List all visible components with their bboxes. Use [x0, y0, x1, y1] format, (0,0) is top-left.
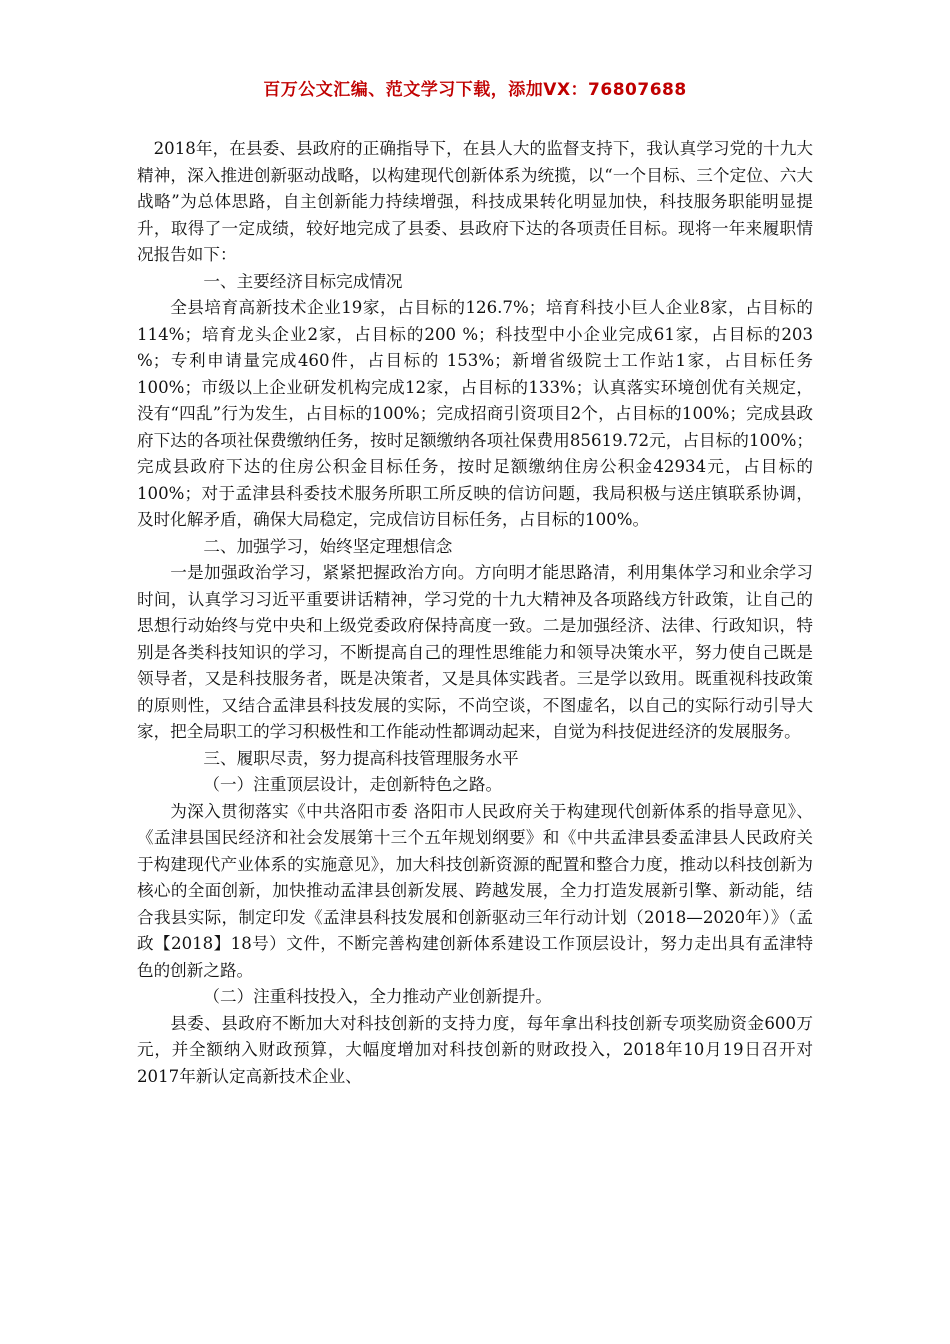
intro-paragraph: 2018年，在县委、县政府的正确指导下，在县人大的监督支持下，我认真学习党的十九大精神，深入推进创新驱动战略，以构建现代创新体系为统揽，以“一个目标、三个定位、六大战略”为总体思路，自主创新能力持续增强，科技成果转化明显加快，科技服务职能明显提升，取得了一定成绩，较好地完成了县委、县政府下达的各项责任目标。现将一年来履职情况报告如下： [137, 139, 813, 264]
section-heading-1: 一、主要经济目标完成情况 [203, 271, 403, 291]
promo-banner: 百万公文汇编、范文学习下载，添加VX：76807688 [263, 80, 687, 100]
paragraph-economic-targets: 全县培育高新技术企业19家，占目标的126.7%；培育科技小巨人企业8家，占目标的114%；培育龙头企业2家，占目标的200 %；科技型中小企业完成61家，占目标的203 %；专利申请量完成460件，占目标的 153%；新增省级院士工作站1家，占目标任务100%；市级以上企业研发机构完成12家，占目标的133%；认真落实环境创优有关规定，没有“四乱”行为发生，占目标的100%；完成招商引资项目2个，占目标的100%；完成县政府下达的各项社保费缴纳任务，按时足额缴纳各项社保费用85619.72元，占目标的100%；完成县政府下达的住房公积金目标任务，按时足额缴纳住房公积金42934元，占目标的100%；对于孟津县科委技术服务所职工所反映的信访问题，我局积极与送庄镇联系协调，及时化解矛盾，确保大局稳定，完成信访目标任务，占目标的100%。 [137, 298, 813, 529]
section-heading-3: 三、履职尽责，努力提高科技管理服务水平 [203, 748, 519, 768]
section-heading-2: 二、加强学习，始终坚定理想信念 [203, 536, 453, 556]
paragraph-top-design: 为深入贯彻落实《中共洛阳市委 洛阳市人民政府关于构建现代创新体系的指导意见》、《孟津县国民经济和社会发展第十三个五年规划纲要》和《中共孟津县委孟津县人民政府关于构建现代产业体系的实施意见》，加大科技创新资源的配置和整合力度，推动以科技创新为核心的全面创新，加快推动孟津县创新发展、跨越发展，全力打造发展新引擎、新动能，结合我县实际，制定印发《孟津县科技发展和创新驱动三年行动计划（2018—2020年）》（孟政【2018】18号）文件，不断完善构建创新体系建设工作顶层设计，努力走出具有孟津特色的创新之路。 [137, 801, 813, 980]
subsection-heading-1: （一）注重顶层设计，走创新特色之路。 [203, 775, 503, 794]
document-body [137, 136, 813, 1090]
subsection-heading-2: （二）注重科技投入，全力推动产业创新提升。 [203, 987, 552, 1006]
paragraph-investment: 县委、县政府不断加大对科技创新的支持力度，每年拿出科技创新专项奖励资金600万元，并全额纳入财政预算，大幅度增加对科技创新的财政投入，2018年10月19日召开对2017年新认定高新技术企业、 [137, 1013, 813, 1086]
paragraph-study: 一是加强政治学习，紧紧把握政治方向。方向明才能思路清，利用集体学习和业余学习时间，认真学习习近平重要讲话精神，学习党的十九大精神及各项路线方针政策，让自己的思想行动始终与党中央和上级党委政府保持高度一致。二是加强经济、法律、行政知识，特别是各类科技知识的学习，不断提高自己的理性思维能力和领导决策水平，努力使自己既是领导者，又是科技服务者，既是决策者，又是具体实践者。三是学以致用。既重视科技政策的原则性，又结合孟津县科技发展的实际，不尚空谈，不图虚名，以自己的实际行动引导大家，把全局职工的学习积极性和工作能动性都调动起来，自觉为科技促进经济的发展服务。 [137, 563, 813, 741]
